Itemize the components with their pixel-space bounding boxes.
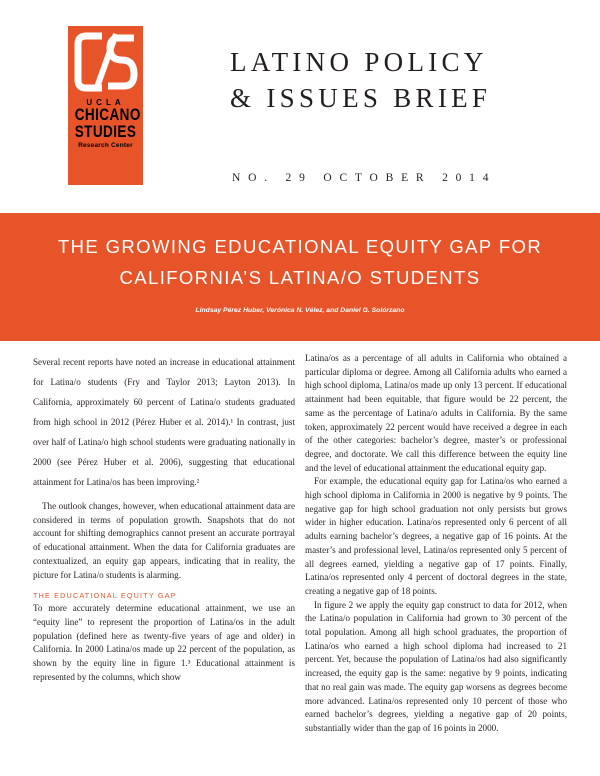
left-column bbox=[33, 352, 295, 684]
csrc-logo bbox=[68, 26, 143, 185]
headline-line2: CALIFORNIA’S LATINA/O STUDENTS bbox=[119, 267, 481, 288]
logo-wordmark bbox=[68, 98, 143, 150]
right-column bbox=[305, 352, 567, 736]
article-headline bbox=[0, 231, 600, 293]
logo-research-center: Research Center bbox=[78, 142, 133, 149]
authors-byline: Lindsay Pérez Huber, Verónica N. Vélez, and Daniel G. Solórzano bbox=[195, 307, 405, 314]
logo-ucla: UCLA bbox=[86, 98, 125, 107]
issue-number-date: NO. 29 OCTOBER 2014 bbox=[232, 172, 497, 184]
headline-line1: THE GROWING EDUCATIONAL EQUITY GAP FOR bbox=[57, 236, 543, 257]
figure2-paragraph: In figure 2 we apply the equity gap construct to data for 2012, when the Latina/o population in California had grown to 30 percent of the total population. Among all high school graduates, the proportion of Latina/os who earned a high school diploma had increased to 21 percent. Yet, because the population of Latina/os had also significantly increased, the equity gap is the same: negative by 9 points, indicating that no real gain was made. The equity gap worsens as degrees become more advanced. Latina/os represented only 10 percent of those who earned bachelor’s degrees, yielding a negative gap of 20 points, substantially wider than the gap of 16 points in 2000. bbox=[305, 599, 567, 733]
outlook-paragraph: The outlook changes, however, when educational attainment data are considered in terms of population growth. Snapshots that do not account for shifting demographics cannot present an accurate portrayal of educational attainment. When the data for California graduates are contextualized, an equity gap appears, indicating that in reality, the picture for Latina/o students is alarming. bbox=[33, 501, 295, 580]
attainment-paragraph: Latina/os as a percentage of all adults in California who obtained a particular diploma or degree. Among all California adults who earned a high school diploma, Latina/os made up only 13 percent. If educational attainment had been equitable, that figure would be 22 percent, the same as the percentage of Latina/o adults in California. By the same token, approximately 22 percent would have received a degree in each of the other categories: bachelor’s degree, master’s or professional degree, and doctorate. We call this difference between the equity line and the level of educational attainment the educational equity gap. bbox=[305, 353, 567, 473]
section-heading: THE EDUCATIONAL EQUITY GAP bbox=[33, 591, 177, 601]
logo-chicano: CHICANO bbox=[74, 106, 141, 124]
cs-logo-mark-icon bbox=[72, 30, 139, 94]
brief-title-line2: & ISSUES BRIEF bbox=[230, 83, 492, 113]
brief-title-line1: LATINO POLICY bbox=[230, 47, 488, 77]
example-paragraph: For example, the educational equity gap for Latina/os who earned a high school diploma in California in 2000 is negative by 9 points. The negative gap for high school graduation not only persists but grows wider in higher education. Latina/os represented only 6 percent of all adults earning bachelor’s degrees, a negative gap of 16 points. At the master’s and professional level, Latina/os represented only 5 percent of all degrees earned, yielding a negative gap of 17 points. Finally, Latina/os represented only 4 percent of doctoral degrees in the state, creating a negative gap of 18 points. bbox=[305, 476, 567, 596]
logo-studies: STUDIES bbox=[74, 123, 137, 141]
brief-series-title bbox=[230, 44, 550, 116]
intro-paragraph: Several recent reports have noted an increase in educational attainment for Latina/o students (Fry and Taylor 2013; Layton 2013). In California, approximately 60 percent of Latina/o students graduated from high school in 2012 (Pérez Huber et al. 2014).¹ In contrast, just over half of Latina/o high school students were graduating nationally in 2000 (see Pérez Huber et al. 2006), suggesting that educational attainment for Latina/os has been improving.² bbox=[33, 357, 295, 487]
equity-line-paragraph: To more accurately determine educational attainment, we use an “equity line” to represent the proportion of Latina/os in the adult population (defined here as twenty-five years of age and older) in California. In 2000 Latina/os made up 22 percent of the population, as shown by the equity line in figure 1.³ Educational attainment is represented by the columns, which show bbox=[33, 603, 295, 682]
title-banner bbox=[0, 213, 600, 341]
